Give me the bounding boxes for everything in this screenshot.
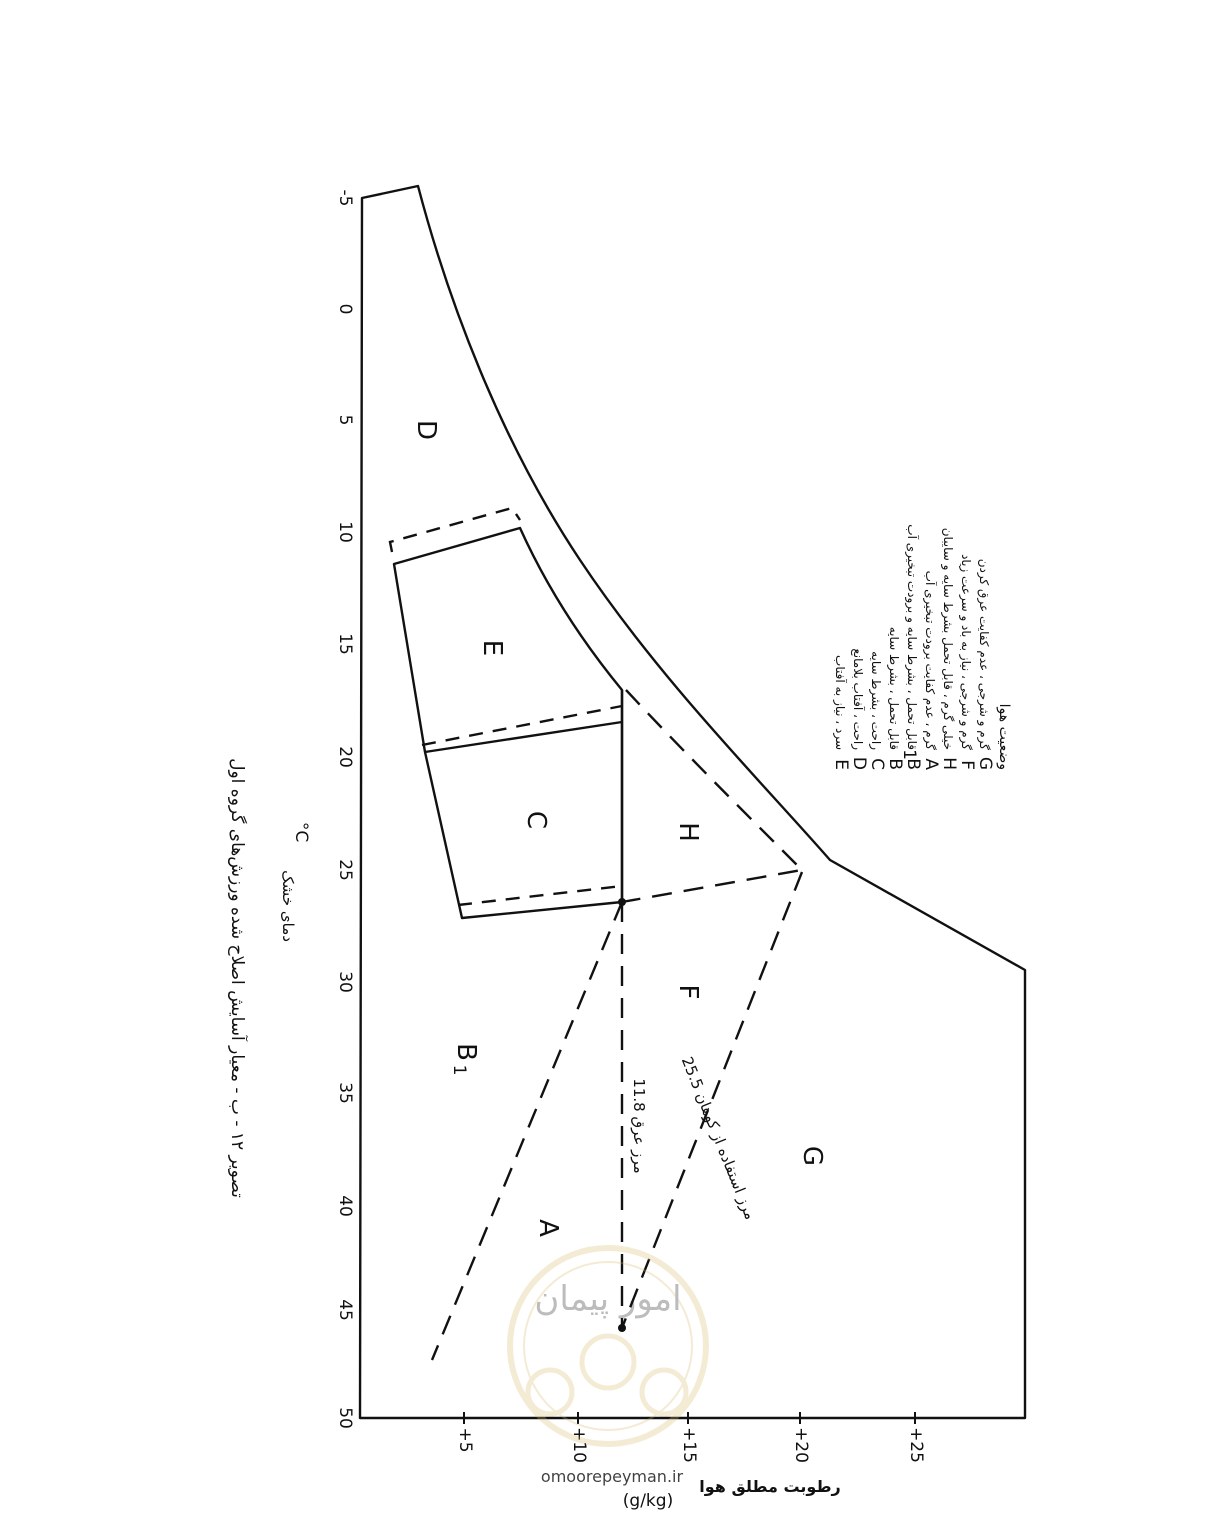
legend-key: E xyxy=(831,759,851,770)
legend-key: G xyxy=(975,756,995,770)
temperature-ticks xyxy=(335,190,355,1429)
legend-key: A xyxy=(921,758,941,770)
legend-key: B xyxy=(903,758,923,770)
zone-d-c-boundary xyxy=(394,528,622,918)
legend-text: راحت ، آفتاب بلامانع xyxy=(851,648,865,750)
chart-outline xyxy=(360,186,1025,1418)
zone-label-a: A xyxy=(533,1219,563,1237)
zone-label-e: D xyxy=(411,419,441,441)
zone-label-b1-sub: 1 xyxy=(449,1064,469,1076)
zone-label-c: C xyxy=(521,810,551,830)
x-tick: 30 xyxy=(335,971,355,993)
zone-c-dashed-bottom xyxy=(458,886,622,905)
zone-label-h: H xyxy=(673,822,703,842)
x-tick: 15 xyxy=(335,633,355,655)
x-tick: -5 xyxy=(335,189,355,207)
figure-caption: تصویر ۱۲ - ب - معیار آسایش اصلاح شده ورزش‌های گروه اول xyxy=(227,758,247,1198)
x-tick: 45 xyxy=(335,1299,355,1321)
legend-key: B xyxy=(885,758,905,770)
y-tick: +15 xyxy=(679,1427,699,1463)
watermark-brand: امور پیمان xyxy=(534,1279,682,1319)
legend-key: D xyxy=(849,756,869,770)
zone-label-g: G xyxy=(797,1145,827,1167)
x-tick: 10 xyxy=(335,521,355,543)
x-tick: 50 xyxy=(335,1407,355,1429)
zone-h-dashed xyxy=(622,690,802,902)
legend-text: قابل تحمل ، بشرط سایه و برودت تبخیری آب xyxy=(905,524,919,750)
x-tick: 0 xyxy=(335,303,355,315)
x-tick: 25 xyxy=(335,859,355,881)
junction-point xyxy=(618,898,626,906)
x-axis-unit: °C xyxy=(291,821,311,843)
zone-label-f: F xyxy=(673,984,703,1000)
apex-point xyxy=(618,1324,626,1332)
x-tick: 35 xyxy=(335,1082,355,1104)
legend-text: گرم ، عدم کفایت برودت تبخیری آب xyxy=(923,570,937,750)
y-axis-unit: (g/kg) xyxy=(622,1491,674,1511)
x-tick: 40 xyxy=(335,1195,355,1217)
mountain-limit-label: 25.5 مرز استفاده از کوهان xyxy=(677,1054,760,1223)
x-tick: 20 xyxy=(335,746,355,768)
sweat-limit-label: 11.8 مرز عرق xyxy=(630,1078,648,1174)
zone-label-d: E xyxy=(477,639,507,657)
x-tick: 5 xyxy=(335,414,355,426)
legend-text: قابل تحمل ، بشرط سایه xyxy=(887,626,901,750)
y-axis-label: رطوبت مطلق هوا xyxy=(699,1477,841,1496)
legend-key: F xyxy=(957,760,977,770)
watermark-logo xyxy=(510,1248,706,1444)
zone-label-b1: B xyxy=(451,1043,481,1061)
legend-text: گرم و شرجی ، عدم کفایت عرق کردن xyxy=(977,558,991,750)
legend-key-sub: 1 xyxy=(899,749,919,760)
humidity-ticks xyxy=(455,1412,926,1463)
legend-title: وضعیت هوا xyxy=(996,703,1012,770)
y-tick: +20 xyxy=(791,1427,811,1463)
legend-key: H xyxy=(939,757,959,770)
zone-c-d-divider xyxy=(425,722,622,752)
x-axis-label: دمای خشک xyxy=(279,870,297,942)
y-tick: +25 xyxy=(906,1427,926,1463)
y-tick: +10 xyxy=(569,1427,589,1463)
legend-text: گرم و شرجی ، نیاز به باد و سرعت زیاد xyxy=(959,554,973,750)
legend-text: سرد ، نیاز به آفتاب xyxy=(833,655,847,750)
watermark-url: omoorepeyman.ir xyxy=(540,1467,684,1486)
legend-text: خیلی گرم ، قابل تحمل بشرط سایه و سایبان xyxy=(941,527,955,750)
legend xyxy=(831,524,1012,770)
legend-text: راحت ، بشرط سایه xyxy=(869,651,883,750)
legend-key: C xyxy=(867,758,887,770)
y-tick: +5 xyxy=(455,1427,475,1453)
